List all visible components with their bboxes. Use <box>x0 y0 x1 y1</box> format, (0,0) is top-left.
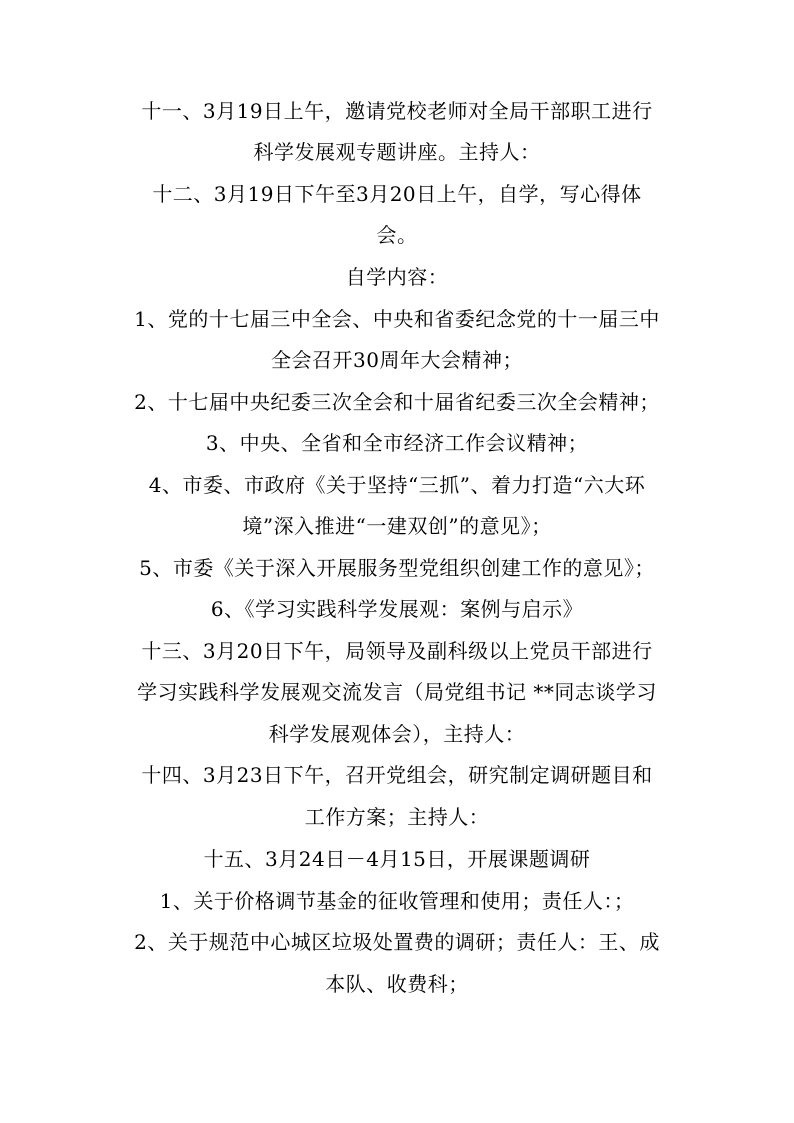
text-line: 十四、3月23日下午，召开党组会，研究制定调研题目和 <box>141 763 653 787</box>
text-line: 2、关于规范中心城区垃圾处置费的调研；责任人：王、成 <box>134 930 660 954</box>
section-heading: 自学内容： <box>345 265 449 289</box>
text-line: 境”深入推进“一建双创”的意见》； <box>242 514 552 538</box>
text-line: 十五、3月24日－4月15日，开展课题调研 <box>203 847 591 871</box>
text-line: 十二、3月19日下午至3月20日上午，自学，写心得体 <box>152 182 642 206</box>
text-line: 4、市委、市政府《关于坚持“三抓”、着力打造“六大环 <box>148 473 646 497</box>
text-line: 本队、收费科； <box>325 972 469 996</box>
text-line: 学习实践科学发展观交流发言（局党组书记 **同志谈学习 <box>137 680 657 704</box>
text-line: 科学发展观专题讲座。主持人： <box>253 140 541 164</box>
text-line: 5、市委《关于深入开展服务型党组织创建工作的意见》； <box>139 556 655 580</box>
text-line: 6、《学习实践科学发展观：案例与启示》 <box>210 597 584 621</box>
text-line: 十一、3月19日上午，邀请党校老师对全局干部职工进行 <box>141 99 653 123</box>
text-line: 十三、3月20日下午，局领导及副科级以上党员干部进行 <box>141 639 653 663</box>
text-line: 工作方案；主持人： <box>304 805 490 829</box>
text-line: 科学发展观体会），主持人： <box>268 722 526 746</box>
text-line: 1、关于价格调节基金的征收管理和使用；责任人：； <box>159 889 635 913</box>
text-line: 3、中央、全省和全市经济工作会议精神； <box>205 431 589 455</box>
text-line: 1、党的十七届三中全会、中央和省委纪念党的十一届三中 <box>134 307 660 331</box>
text-line: 2、十七届中央纪委三次全会和十届省纪委三次全会精神； <box>134 390 660 414</box>
text-line: 会。 <box>376 223 418 247</box>
text-line: 全会召开30周年大会精神； <box>271 348 523 372</box>
